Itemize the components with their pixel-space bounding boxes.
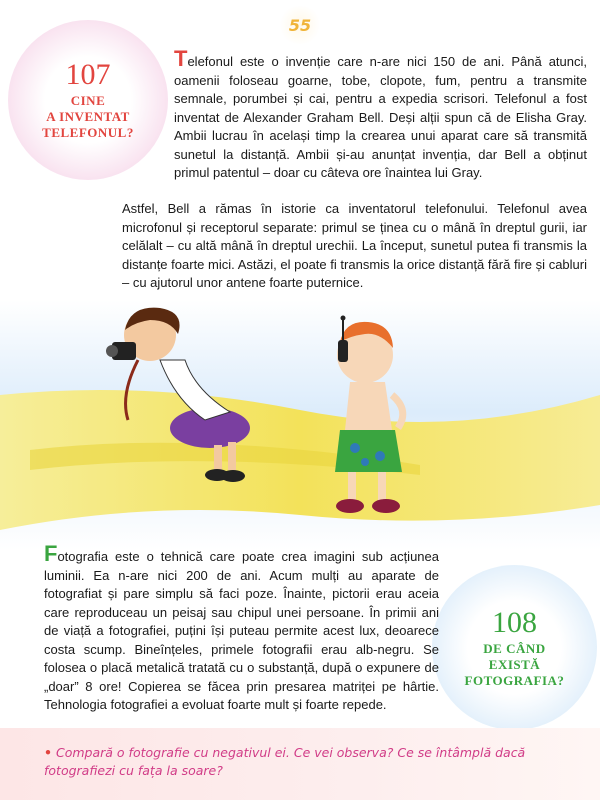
telephone-text-lead: elefonul este o invenție care n-are nici 150 de ani. Până atunci, oamenii foloseau goarne, tobe, clopote, fum, pentru a transmite semnale, porumbei și cai, pentru a expedia scrisori. Telefonul a fost inventat de Alexander Graham Bell. Deși alții spun că de Elisha Gray. Ambii lucrau în același timp la crearea unui aparat care să transmită sunetul la distanță. Ambii și-au anunțat invenția, dar Bell a obținut primul patentul – doar cu câteva ore înaintea lui Gray.	[174, 54, 587, 180]
question-107-title-line: TELEFONUL?	[42, 125, 134, 140]
question-107-number: 107	[65, 58, 111, 91]
question-108-title-line: EXISTĂ	[488, 656, 541, 672]
photography-paragraph	[44, 541, 439, 715]
children-illustration	[0, 300, 600, 550]
bullet-icon: •	[44, 745, 52, 760]
question-108-title-line: FOTOGRAFIA?	[464, 672, 565, 688]
telephone-paragraph-rest: Astfel, Bell a rămas în istorie ca inventatorul telefonului. Telefonul avea microfonul și receptorul separate: primul se ținea cu o mână în dreptul gurii, iar celălalt – cu altă mână în dreptul urechii. La început, sunetul putea fi transmis la distanțe foarte mici. Astăzi, el poate fi transmis la orice distanță fără fire și cabluri – cu ajutorul unor antene foarte puternice.	[122, 201, 587, 290]
photography-text: otografia este o tehnică care poate crea imagini sub acțiunea luminii. Ea n-are nici 200 de ani. Acum mulți au aparate de fotografiat și pare simplu să faci poze. Înainte, pictorii erau aceia care reproduceau un peisaj sau chipul unei persoane. În primii ani de viață a fotografiei, puțini își puteau permite acest lux, deoarece costa scump. Bineînțeles, primele fotografii erau alb-negru. Se folosea o placă metalică tratată cu o substanță, după o expunere de „doar” 8 ore! Copierea se făcea prin presarea matriței pe hârtie. Tehnologia fotografiei a evoluat foarte mult și foarte repede.	[44, 549, 439, 712]
question-107-title	[42, 93, 134, 141]
drop-cap-f: F	[44, 541, 58, 566]
activity-text: Compară o fotografie cu negativul ei. Ce vei observa? Ce se întâmplă dacă fotografiezi cu fața la soare?	[44, 745, 526, 778]
question-108-badge	[432, 565, 597, 730]
drop-cap-t: T	[174, 46, 188, 71]
page-number: 55	[288, 16, 312, 35]
question-107-title-line: A INVENTAT	[46, 109, 130, 124]
telephone-paragraph-lead	[174, 46, 587, 183]
question-107-title-line: CINE	[70, 93, 106, 108]
activity-prompt	[44, 744, 564, 780]
question-108-number: 108	[492, 605, 537, 639]
question-107-badge	[8, 20, 168, 180]
question-108-title	[465, 641, 565, 689]
question-108-title-line: DE CÂND	[483, 640, 546, 656]
